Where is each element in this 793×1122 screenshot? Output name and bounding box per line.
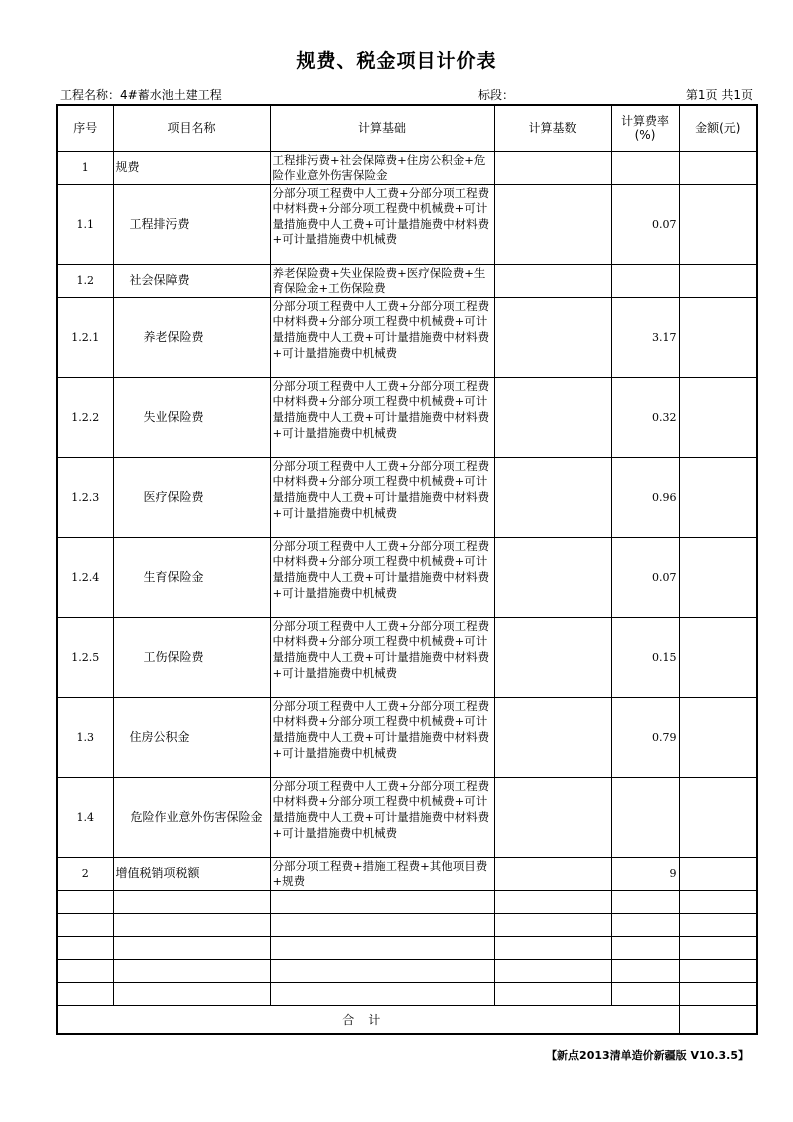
row-base-amount [494, 264, 611, 297]
row-base-amount [494, 184, 611, 264]
row-name: 养老保险费 [113, 297, 270, 377]
row-amount [679, 857, 757, 890]
row-amount [679, 697, 757, 777]
row-base-amount [494, 537, 611, 617]
row-name: 增值税销项税额 [113, 857, 270, 890]
row-rate: 3.17 [611, 297, 679, 377]
table-header-row [57, 105, 757, 151]
row-base-amount [494, 697, 611, 777]
table-row [57, 697, 757, 777]
fee-table [56, 104, 758, 1035]
row-rate [611, 151, 679, 184]
row-basis: 分部分项工程费中人工费+分部分项工程费中材料费+分部分项工程费中机械费+可计量措施费中人工费+可计量措施费中材料费+可计量措施费中机械费 [270, 457, 494, 537]
row-no: 1.2.1 [57, 297, 113, 377]
page-number: 第1页 共1页 [685, 88, 753, 102]
total-row [57, 1006, 757, 1034]
row-rate: 0.15 [611, 617, 679, 697]
table-row [57, 264, 757, 297]
total-amount [679, 1006, 757, 1034]
project-name: 工程名称：4#蓄水池土建工程 [60, 88, 222, 102]
row-no: 1.4 [57, 777, 113, 857]
row-basis: 分部分项工程费中人工费+分部分项工程费中材料费+分部分项工程费中机械费+可计量措施费中人工费+可计量措施费中材料费+可计量措施费中机械费 [270, 697, 494, 777]
row-base-amount [494, 857, 611, 890]
row-basis: 养老保险费+失业保险费+医疗保险费+生育保险金+工伤保险费 [270, 264, 494, 297]
empty-row [57, 983, 757, 1006]
table-row [57, 377, 757, 457]
col-header-base-amount: 计算基数 [494, 105, 611, 151]
row-basis: 分部分项工程费中人工费+分部分项工程费中材料费+分部分项工程费中机械费+可计量措施费中人工费+可计量措施费中材料费+可计量措施费中机械费 [270, 777, 494, 857]
row-no: 1.2 [57, 264, 113, 297]
row-name: 工伤保险费 [113, 617, 270, 697]
row-base-amount [494, 377, 611, 457]
table-row [57, 151, 757, 184]
page-title: 规费、税金项目计价表 [296, 50, 497, 72]
row-amount [679, 617, 757, 697]
table-row [57, 457, 757, 537]
col-header-name: 项目名称 [113, 105, 270, 151]
col-header-no: 序号 [57, 105, 113, 151]
table-row [57, 297, 757, 377]
row-no: 1.2.4 [57, 537, 113, 617]
empty-row [57, 891, 757, 914]
row-basis: 分部分项工程费中人工费+分部分项工程费中材料费+分部分项工程费中机械费+可计量措施费中人工费+可计量措施费中材料费+可计量措施费中机械费 [270, 617, 494, 697]
row-amount [679, 264, 757, 297]
row-base-amount [494, 151, 611, 184]
row-name: 失业保险费 [113, 377, 270, 457]
row-no: 1 [57, 151, 113, 184]
row-name: 规费 [113, 151, 270, 184]
empty-row [57, 914, 757, 937]
row-no: 1.2.3 [57, 457, 113, 537]
row-no: 1.3 [57, 697, 113, 777]
row-basis: 分部分项工程费中人工费+分部分项工程费中材料费+分部分项工程费中机械费+可计量措施费中人工费+可计量措施费中材料费+可计量措施费中机械费 [270, 377, 494, 457]
row-no: 1.1 [57, 184, 113, 264]
col-header-basis: 计算基础 [270, 105, 494, 151]
row-basis: 分部分项工程费+措施工程费+其他项目费+规费 [270, 857, 494, 890]
row-amount [679, 457, 757, 537]
row-base-amount [494, 297, 611, 377]
table-row [57, 617, 757, 697]
row-rate [611, 264, 679, 297]
row-amount [679, 777, 757, 857]
row-no: 1.2.2 [57, 377, 113, 457]
row-no: 2 [57, 857, 113, 890]
table-row [57, 184, 757, 264]
software-footer: 【新点2013清单造价新疆版 V10.3.5】 [546, 1049, 749, 1062]
row-rate [611, 777, 679, 857]
row-basis: 工程排污费+社会保障费+住房公积金+危险作业意外伤害保险金 [270, 151, 494, 184]
row-amount [679, 377, 757, 457]
row-rate: 9 [611, 857, 679, 890]
row-name: 医疗保险费 [113, 457, 270, 537]
table-row [57, 777, 757, 857]
row-rate: 0.07 [611, 184, 679, 264]
row-basis: 分部分项工程费中人工费+分部分项工程费中材料费+分部分项工程费中机械费+可计量措施费中人工费+可计量措施费中材料费+可计量措施费中机械费 [270, 537, 494, 617]
row-amount [679, 297, 757, 377]
row-name: 住房公积金 [113, 697, 270, 777]
section-label: 标段： [478, 88, 515, 102]
col-header-amount: 金额(元) [679, 105, 757, 151]
empty-row [57, 937, 757, 960]
table-row [57, 537, 757, 617]
row-no: 1.2.5 [57, 617, 113, 697]
row-base-amount [494, 617, 611, 697]
row-rate: 0.07 [611, 537, 679, 617]
row-rate: 0.96 [611, 457, 679, 537]
row-amount [679, 184, 757, 264]
row-name: 危险作业意外伤害保险金 [113, 777, 270, 857]
row-name: 社会保障费 [113, 264, 270, 297]
row-basis: 分部分项工程费中人工费+分部分项工程费中材料费+分部分项工程费中机械费+可计量措施费中人工费+可计量措施费中材料费+可计量措施费中机械费 [270, 184, 494, 264]
row-amount [679, 537, 757, 617]
table-row [57, 857, 757, 890]
row-rate: 0.32 [611, 377, 679, 457]
row-base-amount [494, 777, 611, 857]
empty-row [57, 960, 757, 983]
row-amount [679, 151, 757, 184]
row-rate: 0.79 [611, 697, 679, 777]
col-header-rate: 计算费率 (%) [611, 105, 679, 151]
total-label: 合计 [57, 1006, 679, 1034]
row-basis: 分部分项工程费中人工费+分部分项工程费中材料费+分部分项工程费中机械费+可计量措施费中人工费+可计量措施费中材料费+可计量措施费中机械费 [270, 297, 494, 377]
row-name: 生育保险金 [113, 537, 270, 617]
row-base-amount [494, 457, 611, 537]
row-name: 工程排污费 [113, 184, 270, 264]
